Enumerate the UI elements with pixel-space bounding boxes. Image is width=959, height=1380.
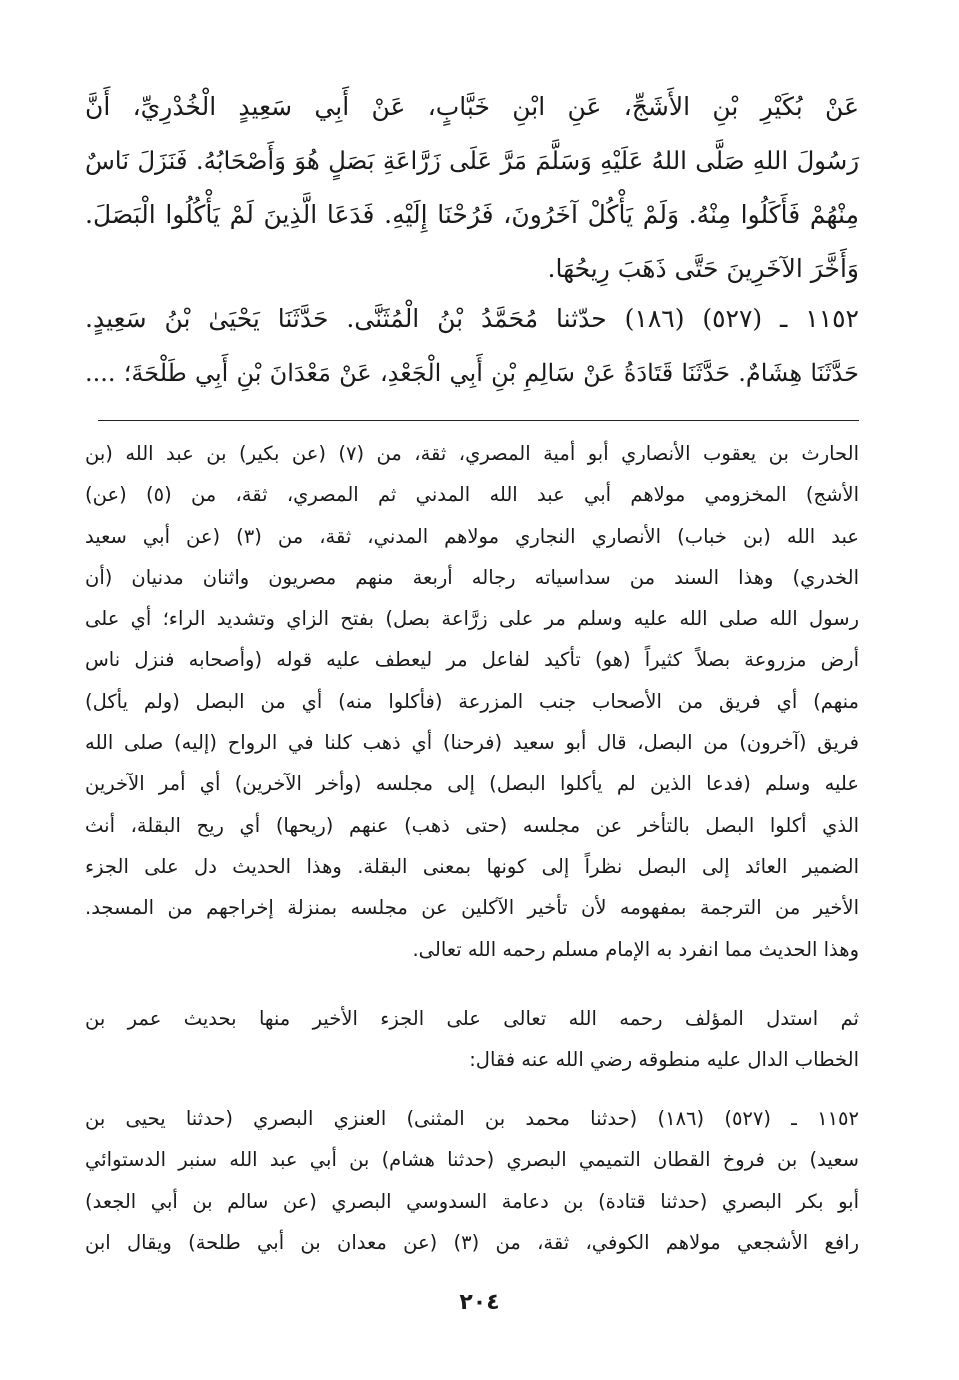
- commentary-text: [85, 433, 859, 970]
- commentary-line: عليه وسلم (فدعا الذين لم يأكلوا البصل) إلى مجلسه (وأخر الآخرين) أي أمر الآخرين: [85, 772, 859, 796]
- paragraph-line: سعيد) بن فروخ القطان التميمي البصري (حدثنا هشام) بن أبي عبد الله سنبر الدستوائي: [85, 1148, 859, 1172]
- commentary-line: الذي أكلوا البصل بالتأخر عن مجلسه (حتى ذهب) عنهم (ريحها) أي ريح البقلة، أنث: [85, 813, 859, 837]
- transition-paragraph: [85, 998, 859, 1080]
- commentary-line: منهم) أي فريق من الأصحاب جنب المزرعة (فأكلوا منه) أي من البصل (ولم يأكل): [85, 689, 859, 713]
- commentary-line: الأخير من الترجمة بمفهومه لأن تأخير الآكلين عن مجلسه بمنزلة إخراجهم من المسجد.: [85, 896, 859, 920]
- paragraph-line: ١١٥٢ ـ (٥٢٧) (١٨٦) (حدثنا محمد بن المثنى) العنزي البصري (حدثنا يحيى بن: [85, 1107, 859, 1130]
- hadith-line: وَأَخَّرَ الآخَرِينَ حَتَّى ذَهَبَ رِيحُهَا.: [547, 254, 859, 283]
- page-number: ٢٠٤: [459, 1290, 500, 1315]
- commentary-line: أرض مزروعة بصلاً كثيراً (هو) تأكيد لفاعل مر ليعطف عليه قوله (وأصحابه فنزل ناس: [85, 648, 859, 672]
- isnad-line: حَدَّثَنَا هِشَامٌ. حَدَّثَنَا قَتَادَةُ عَنْ سَالِمِ بْنِ أَبِي الْجَعْدِ، عَنْ مَعْدَانَ بْنِ أَبِي طَلْحَةَ؛ ....: [85, 359, 859, 387]
- commentary-line: عبد الله (بن خباب) الأنصاري النجاري مولاهم المدني، ثقة، من (٣) (عن أبي سعيد: [85, 524, 859, 548]
- commentary-line: الضمير العائد إلى البصل نظراً إلى كونها بمعنى البقلة. وهذا الحديث دل على الجزء: [85, 854, 859, 878]
- isnad-text: [85, 292, 859, 400]
- commentary-line: الحارث بن يعقوب الأنصاري أبو أمية المصري، ثقة، من (٧) (عن بكير) بن عبد الله (بن: [85, 442, 860, 465]
- isnad-line: ١١٥٢ ـ (٥٢٧) (١٨٦) حدّثنا مُحَمَّدُ بْنُ الْمُثَنَّى. حَدَّثَنَا يَحْيَىٰ بْنُ سَعِيدٍ.: [85, 304, 859, 333]
- hadith-line: عَنْ بُكَيْرِ بْنِ الأَشَجِّ، عَنِ ابْنِ خَبَّابٍ، عَنْ أَبِي سَعِيدٍ الْخُدْرِيِّ، أَنَّ: [85, 92, 859, 121]
- footnote-divider: [98, 420, 859, 421]
- paragraph-line: ثم استدل المؤلف رحمه الله تعالى على الجزء الأخير منها بحديث عمر بن: [85, 1007, 859, 1030]
- paragraph-line: الخطاب الدال عليه منطوقه رضي الله عنه فقال:: [469, 1048, 859, 1071]
- commentary-line: الخدري) وهذا السند من سداسياته رجاله أربعة منهم مصريون واثنان مدنيان (أن: [85, 565, 859, 589]
- hadith-line: مِنْهُمْ فَأَكَلُوا مِنْهُ. وَلَمْ يَأْكُلْ آخَرُونَ، فَرُحْنَا إِلَيْهِ. فَدَعَا الَّذِينَ لَمْ يَأْكُلُوا الْبَصَلَ.: [85, 200, 859, 229]
- hadith-text: [85, 80, 859, 296]
- commentary-line: فريق (آخرون) من البصل، قال أبو سعيد (فرحنا) أي ذهب كلنا في الرواح (إليه) صلى الله: [85, 731, 859, 755]
- paragraph-line: رافع الأشجعي مولاهم الكوفي، ثقة، من (٣) (عن معدان بن أبي طلحة) ويقال ابن: [85, 1230, 859, 1254]
- paragraph-line: أبو بكر البصري (حدثنا قتادة) بن دعامة السدوسي البصري (عن سالم بن أبي الجعد): [85, 1189, 859, 1213]
- hadith-line: رَسُولَ اللهِ صَلَّى اللهُ عَلَيْهِ وَسَلَّمَ مَرَّ عَلَى زَرَّاعَةِ بَصَلٍ هُوَ وَأَصْحَابُهُ. فَنَزَلَ نَاسٌ: [85, 146, 859, 175]
- commentary-line: الأشج) المخزومي مولاهم أبي عبد الله المدني ثم المصري، ثقة، من (٥) (عن): [85, 483, 859, 507]
- commentary-line: وهذا الحديث مما انفرد به الإمام مسلم رحمه الله تعالى.: [412, 937, 859, 961]
- isnad-commentary: [85, 1098, 859, 1263]
- commentary-line: رسول الله صلى الله عليه وسلم مر على زرَّاعة بصل) بفتح الزاي وتشديد الراء؛ أي على: [85, 607, 859, 631]
